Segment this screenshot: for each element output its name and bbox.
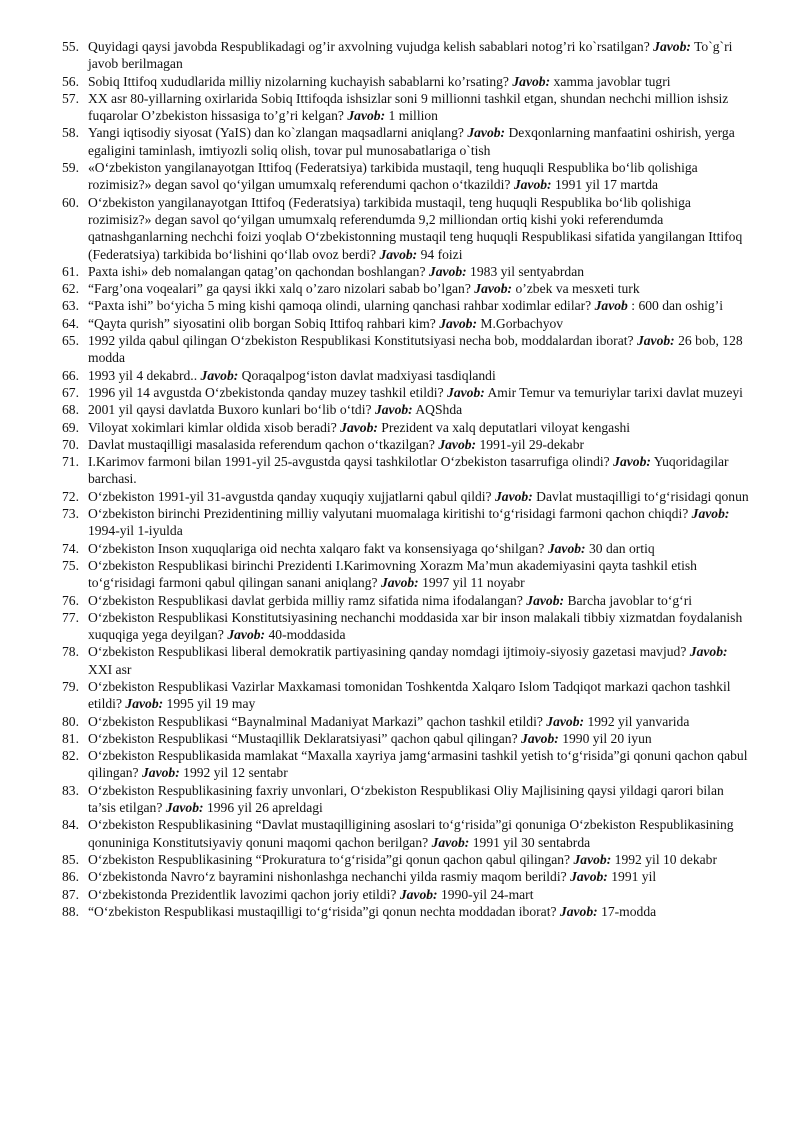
answer-text: 1983 yil sentyabrdan bbox=[470, 263, 585, 279]
answer-text: Amir Temur va temuriylar tarixi davlat muzeyi bbox=[487, 384, 743, 400]
answer-text: 26 bob, 128 modda bbox=[88, 333, 743, 366]
question-text: O‘zbekiston 1991-yil 31-avgustda qanday xuquqiy xujjatlarni qabul qildi? bbox=[88, 488, 492, 504]
question-text: O‘zbekistonda Navro‘z bayramini nishonlashga nechanchi yilda rasmiy maqom berildi? bbox=[88, 869, 567, 885]
answer-label: Javob: bbox=[512, 73, 551, 89]
list-item bbox=[62, 851, 752, 868]
list-item bbox=[62, 419, 752, 436]
list-item bbox=[62, 505, 752, 540]
answer-label: Javob: bbox=[227, 627, 266, 643]
answer-label: Javob: bbox=[165, 800, 204, 816]
answer-text: 1994-yil 1-iyulda bbox=[88, 523, 183, 539]
item-number: 72. bbox=[62, 488, 79, 504]
question-text: O‘zbekiston Respublikasining “Prokuratura to‘g‘risida”gi qonun qachon qabul qilingan? bbox=[88, 851, 571, 867]
answer-label: Javob: bbox=[546, 713, 585, 729]
answer-text: xamma javoblar tugri bbox=[553, 73, 671, 89]
question-text: “Farg’ona voqealari” ga qaysi ikki xalq o’zaro nizolari sabab bo’lgan? bbox=[88, 281, 471, 297]
answer-text: 94 foizi bbox=[420, 246, 463, 262]
question-text: “O‘zbekiston Respublikasi mustaqilligi to‘g‘risida”gi qonun nechta moddadan iborat? bbox=[88, 903, 557, 919]
item-number: 83. bbox=[62, 782, 79, 798]
question-text: O‘zbekiston Respublikasi “Baynalminal Madaniyat Markazi” qachon tashkil etildi? bbox=[88, 713, 543, 729]
question-text: 1993 yil 4 dekabrd.. bbox=[88, 367, 198, 383]
answer-label: Javob: bbox=[691, 506, 730, 522]
item-number: 82. bbox=[62, 748, 79, 764]
question-text: Yangi iqtisodiy siyosat (YaIS) dan ko`zlangan maqsadlarni aniqlang? bbox=[88, 125, 464, 141]
question-text: O‘zbekiston yangilanayotgan Ittifoq (Federatsiya) tarkibida mustaqil, teng huquqli Respublika bo‘lib qolishiga rozimisiz?» degan savol qo‘yilgan umumxalq referendumda 9,2 milliondan ortiq kishi yoki referendumda qatnashganlarning nechchi foizi yoqlab O‘zbekistonning mustaqil teng huquqli Respublikasi sifatida yangilangan Ittifoq (Federatsiya) tarkibida bo‘lishini qo‘llab ovoz berdi? bbox=[88, 194, 743, 262]
question-text: Quyidagi qaysi javobda Respublikadagi og’ir axvolning vujudga kelish sabablari notog’ri ko`rsatilgan? bbox=[88, 39, 650, 54]
question-text: Viloyat xokimlari kimlar oldida xisob beradi? bbox=[88, 419, 337, 435]
answer-label: Javob: bbox=[689, 644, 728, 660]
question-text: «O‘zbekiston yangilanayotgan Ittifoq (Federatsiya) tarkibida mustaqil, teng huquqli Respublika bo‘lib qolishiga rozimisiz?» degan savol qo‘yilgan umumxalq referendumi qachon o‘tkazildi? bbox=[88, 160, 698, 193]
question-text: Davlat mustaqilligi masalasida referendum qachon o‘tkazilgan? bbox=[88, 436, 435, 452]
answer-label: Javob: bbox=[340, 419, 378, 435]
item-number: 66. bbox=[62, 367, 79, 383]
answer-label: Javob: bbox=[125, 696, 164, 712]
list-item bbox=[62, 367, 752, 384]
answer-text: 40-moddasida bbox=[268, 627, 346, 643]
list-item bbox=[62, 713, 752, 730]
answer-text: AQShda bbox=[415, 402, 463, 418]
item-number: 70. bbox=[62, 436, 79, 452]
answer-label: Javob: bbox=[428, 263, 467, 279]
question-text: I.Karimov farmoni bilan 1991-yil 25-avgustda qaysi tashkilotlar O‘zbekiston tasarrufiga olindi? bbox=[88, 454, 610, 470]
answer-label: Javob: bbox=[513, 177, 552, 193]
item-number: 65. bbox=[62, 333, 79, 349]
answer-label: Javob: bbox=[439, 315, 477, 331]
answer-label: Javob: bbox=[521, 730, 559, 746]
item-number: 57. bbox=[62, 90, 79, 106]
item-number: 62. bbox=[62, 281, 79, 297]
answer-text: M.Gorbachyov bbox=[480, 315, 564, 331]
answer-label: Javob: bbox=[613, 454, 651, 470]
answer-label: Javob: bbox=[570, 869, 608, 885]
answer-text: 30 dan ortiq bbox=[588, 540, 655, 556]
item-number: 81. bbox=[62, 730, 79, 746]
answer-label: Javob: bbox=[200, 367, 239, 383]
answer-label: Javob: bbox=[374, 402, 413, 418]
list-item bbox=[62, 263, 752, 280]
answer-text: 1992 yil yanvarida bbox=[587, 713, 690, 729]
list-item bbox=[62, 124, 752, 159]
answer-label: Javob: bbox=[438, 436, 477, 452]
question-text: 2001 yil qaysi davlatda Buxoro kunlari bo‘lib o‘tdi? bbox=[88, 402, 372, 418]
item-number: 77. bbox=[62, 609, 79, 625]
item-number: 80. bbox=[62, 713, 79, 729]
list-item bbox=[62, 868, 752, 885]
list-item bbox=[62, 38, 752, 73]
answer-text: Prezident va xalq deputatlari viloyat kengashi bbox=[381, 419, 631, 435]
answer-label: Javob: bbox=[474, 281, 513, 297]
item-number: 85. bbox=[62, 851, 79, 867]
item-number: 84. bbox=[62, 817, 79, 833]
answer-text: 1997 yil 11 noyabr bbox=[422, 575, 525, 591]
item-number: 60. bbox=[62, 194, 79, 210]
question-text: O‘zbekiston Respublikasi Vazirlar Maxkamasi tomonidan Toshkentda Xalqaro Islom Tadqiqot markazi qachon tashkil etildi? bbox=[88, 678, 731, 712]
question-text: Sobiq Ittifoq xududlarida milliy nizolarning kuchayish sabablarni ko’rsating? bbox=[88, 73, 509, 89]
list-item bbox=[62, 730, 752, 747]
answer-label: Javob: bbox=[447, 384, 485, 400]
question-text: O‘zbekiston Respublikasi birinchi Prezidenti I.Karimovning Xorazm Ma’mun akademiyasini qayta tashkil etish to‘g‘risidagi farmoni qabul qilingan sanani aniqlang? bbox=[88, 557, 697, 591]
item-number: 78. bbox=[62, 644, 79, 660]
list-item bbox=[62, 401, 752, 418]
answer-text: 1995 yil 19 may bbox=[166, 696, 256, 712]
list-item bbox=[62, 592, 752, 609]
answer-label: Javob: bbox=[431, 834, 470, 850]
list-item bbox=[62, 436, 752, 453]
item-number: 88. bbox=[62, 903, 79, 919]
item-number: 55. bbox=[62, 39, 79, 54]
answer-text: 1991-yil 29-dekabr bbox=[479, 436, 585, 452]
list-item bbox=[62, 159, 752, 194]
answer-text: Davlat mustaqilligi to‘g‘risidagi qonun bbox=[536, 488, 749, 504]
answer-label: Javob bbox=[594, 298, 628, 314]
item-number: 86. bbox=[62, 869, 79, 885]
list-item bbox=[62, 609, 752, 644]
question-text: O‘zbekiston Respublikasi liberal demokratik partiyasining qanday nomdagi ijtimoiy-siyosiy gazetasi mavjud? bbox=[88, 644, 687, 660]
list-item bbox=[62, 280, 752, 297]
item-number: 71. bbox=[62, 454, 79, 470]
answer-text: 1996 yil 26 apreldagi bbox=[206, 800, 323, 816]
list-item bbox=[62, 678, 752, 713]
answer-label: Javob: bbox=[547, 540, 586, 556]
question-text: Paxta ishi» deb nomalangan qatag’on qachondan boshlangan? bbox=[88, 263, 426, 279]
item-number: 59. bbox=[62, 160, 79, 176]
answer-label: Javob: bbox=[559, 903, 598, 919]
answer-text: To`g`ri javob berilmagan bbox=[88, 39, 733, 72]
item-number: 79. bbox=[62, 678, 79, 694]
list-item bbox=[62, 886, 752, 903]
item-number: 61. bbox=[62, 263, 79, 279]
list-item bbox=[62, 384, 752, 401]
answer-text: 1992 yil 10 dekabr bbox=[614, 851, 717, 867]
list-item bbox=[62, 73, 752, 90]
question-text: O‘zbekiston Respublikasida mamlakat “Maxalla xayriya jamg‘armasini tashkil yetish to‘g‘risida”gi qonuni qachon qabul qilingan? bbox=[88, 748, 748, 781]
answer-text: 1991 yil 17 martda bbox=[554, 177, 659, 193]
list-item bbox=[62, 782, 752, 817]
answer-text: Yuqoridagilar barchasi. bbox=[88, 454, 729, 487]
list-item bbox=[62, 903, 752, 920]
list-item bbox=[62, 315, 752, 332]
item-number: 69. bbox=[62, 419, 79, 435]
answer-label: Javob: bbox=[573, 851, 612, 867]
list-item bbox=[62, 488, 752, 505]
answer-text: Dexqonlarning manfaatini oshirish, yerga egaligini taminlash, imtiyozli soliq olish, tovar pul munosabatlariga o`tish bbox=[88, 125, 735, 158]
answer-text: 1991 yil 30 sentabrda bbox=[472, 834, 591, 850]
answer-text: Barcha javoblar to‘g‘ri bbox=[567, 592, 692, 608]
answer-label: Javob: bbox=[347, 108, 386, 124]
list-item bbox=[62, 297, 752, 314]
list-item bbox=[62, 643, 752, 678]
answer-text: 1 million bbox=[388, 108, 438, 124]
list-item bbox=[62, 453, 752, 488]
answer-text: 17-modda bbox=[601, 903, 657, 919]
answer-label: Javob: bbox=[636, 333, 675, 349]
item-number: 58. bbox=[62, 125, 79, 141]
item-number: 76. bbox=[62, 592, 79, 608]
answer-text: o’zbek va mesxeti turk bbox=[515, 281, 640, 297]
answer-label: Javob: bbox=[399, 886, 438, 902]
question-text: O‘zbekiston Inson xuquqlariga oid nechta xalqaro fakt va konsensiyaga qo‘shilgan? bbox=[88, 540, 545, 556]
item-number: 74. bbox=[62, 540, 79, 556]
answer-text: 1990 yil 20 iyun bbox=[562, 730, 652, 746]
list-item bbox=[62, 332, 752, 367]
list-item bbox=[62, 540, 752, 557]
list-item bbox=[62, 557, 752, 592]
answer-label: Javob: bbox=[142, 765, 180, 781]
item-number: 68. bbox=[62, 402, 79, 418]
item-number: 87. bbox=[62, 886, 79, 902]
answer-label: Javob: bbox=[467, 125, 506, 141]
item-number: 67. bbox=[62, 384, 79, 400]
answer-text: Qoraqalpog‘iston davlat madxiyasi tasdiqlandi bbox=[241, 367, 496, 383]
question-text: O‘zbekiston Respublikasining “Davlat mustaqilligining asoslari to‘g‘risida”gi qonuniga O‘zbekiston Respublikasining qonuniniga Konstitutsiyaviy qonuni maqomi qachon berilgan? bbox=[88, 817, 734, 850]
list-item bbox=[62, 816, 752, 851]
item-number: 75. bbox=[62, 557, 79, 573]
list-item bbox=[62, 194, 752, 263]
question-text: O‘zbekiston Respublikasining faxriy unvonlari, O‘zbekiston Respublikasi Oliy Majlisining qaysi yildagi qarori bilan ta’sis etilgan? bbox=[88, 782, 724, 816]
answer-text: 1990-yil 24-mart bbox=[440, 886, 534, 902]
answer-text: 1992 yil 12 sentabr bbox=[183, 765, 288, 781]
list-item bbox=[62, 747, 752, 782]
question-text: “Qayta qurish” siyosatini olib borgan Sobiq Ittifoq rahbari kim? bbox=[88, 315, 436, 331]
answer-label: Javob: bbox=[526, 592, 565, 608]
answer-label: Javob: bbox=[494, 488, 533, 504]
answer-label: Javob: bbox=[379, 246, 418, 262]
answer-text: XXI asr bbox=[88, 661, 132, 677]
question-text: XX asr 80-yillarning oxirlarida Sobiq Ittifoqda ishsizlar soni 9 millionni tashkil etgan, shundan nechchi million ishsiz fuqarolar O’zbekiston hissasiga to’g’ri kelgan? bbox=[88, 90, 729, 124]
list-item bbox=[62, 90, 752, 125]
question-text: O‘zbekiston birinchi Prezidentining milliy valyutani muomalaga kiritishi to‘g‘risidagi farmoni qachon chiqdi? bbox=[88, 506, 689, 522]
question-text: 1996 yil 14 avgustda O‘zbekistonda qanday muzey tashkil etildi? bbox=[88, 384, 444, 400]
answer-label: Javob: bbox=[380, 575, 419, 591]
question-text: 1992 yilda qabul qilingan O‘zbekiston Respublikasi Konstitutsiyasi necha bob, moddalardan iborat? bbox=[88, 333, 634, 349]
item-number: 64. bbox=[62, 315, 79, 331]
item-number: 63. bbox=[62, 298, 79, 314]
item-number: 73. bbox=[62, 506, 79, 522]
answer-text: 1991 yil bbox=[611, 869, 657, 885]
question-answer-list bbox=[62, 38, 752, 920]
question-text: O‘zbekiston Respublikasi “Mustaqillik Deklaratsiyasi” qachon qabul qilingan? bbox=[88, 730, 518, 746]
question-text: O‘zbekiston Respublikasi davlat gerbida milliy ramz sifatida nima ifodalangan? bbox=[88, 592, 523, 608]
item-number: 56. bbox=[62, 73, 79, 89]
question-text: “Paxta ishi” bo‘yicha 5 ming kishi qamoqa olindi, ularning qanchasi rahbar xodimlar edilar? bbox=[88, 298, 592, 314]
answer-text: : 600 dan oshig’i bbox=[631, 298, 724, 314]
question-text: O‘zbekiston Respublikasi Konstitutsiyasining nechanchi moddasida xar bir inson malakali tibbiy xizmatdan foydalanish xuquqiga yega deyilgan? bbox=[88, 609, 743, 643]
question-text: O‘zbekistonda Prezidentlik lavozimi qachon joriy etildi? bbox=[88, 886, 397, 902]
answer-label: Javob: bbox=[653, 39, 691, 54]
